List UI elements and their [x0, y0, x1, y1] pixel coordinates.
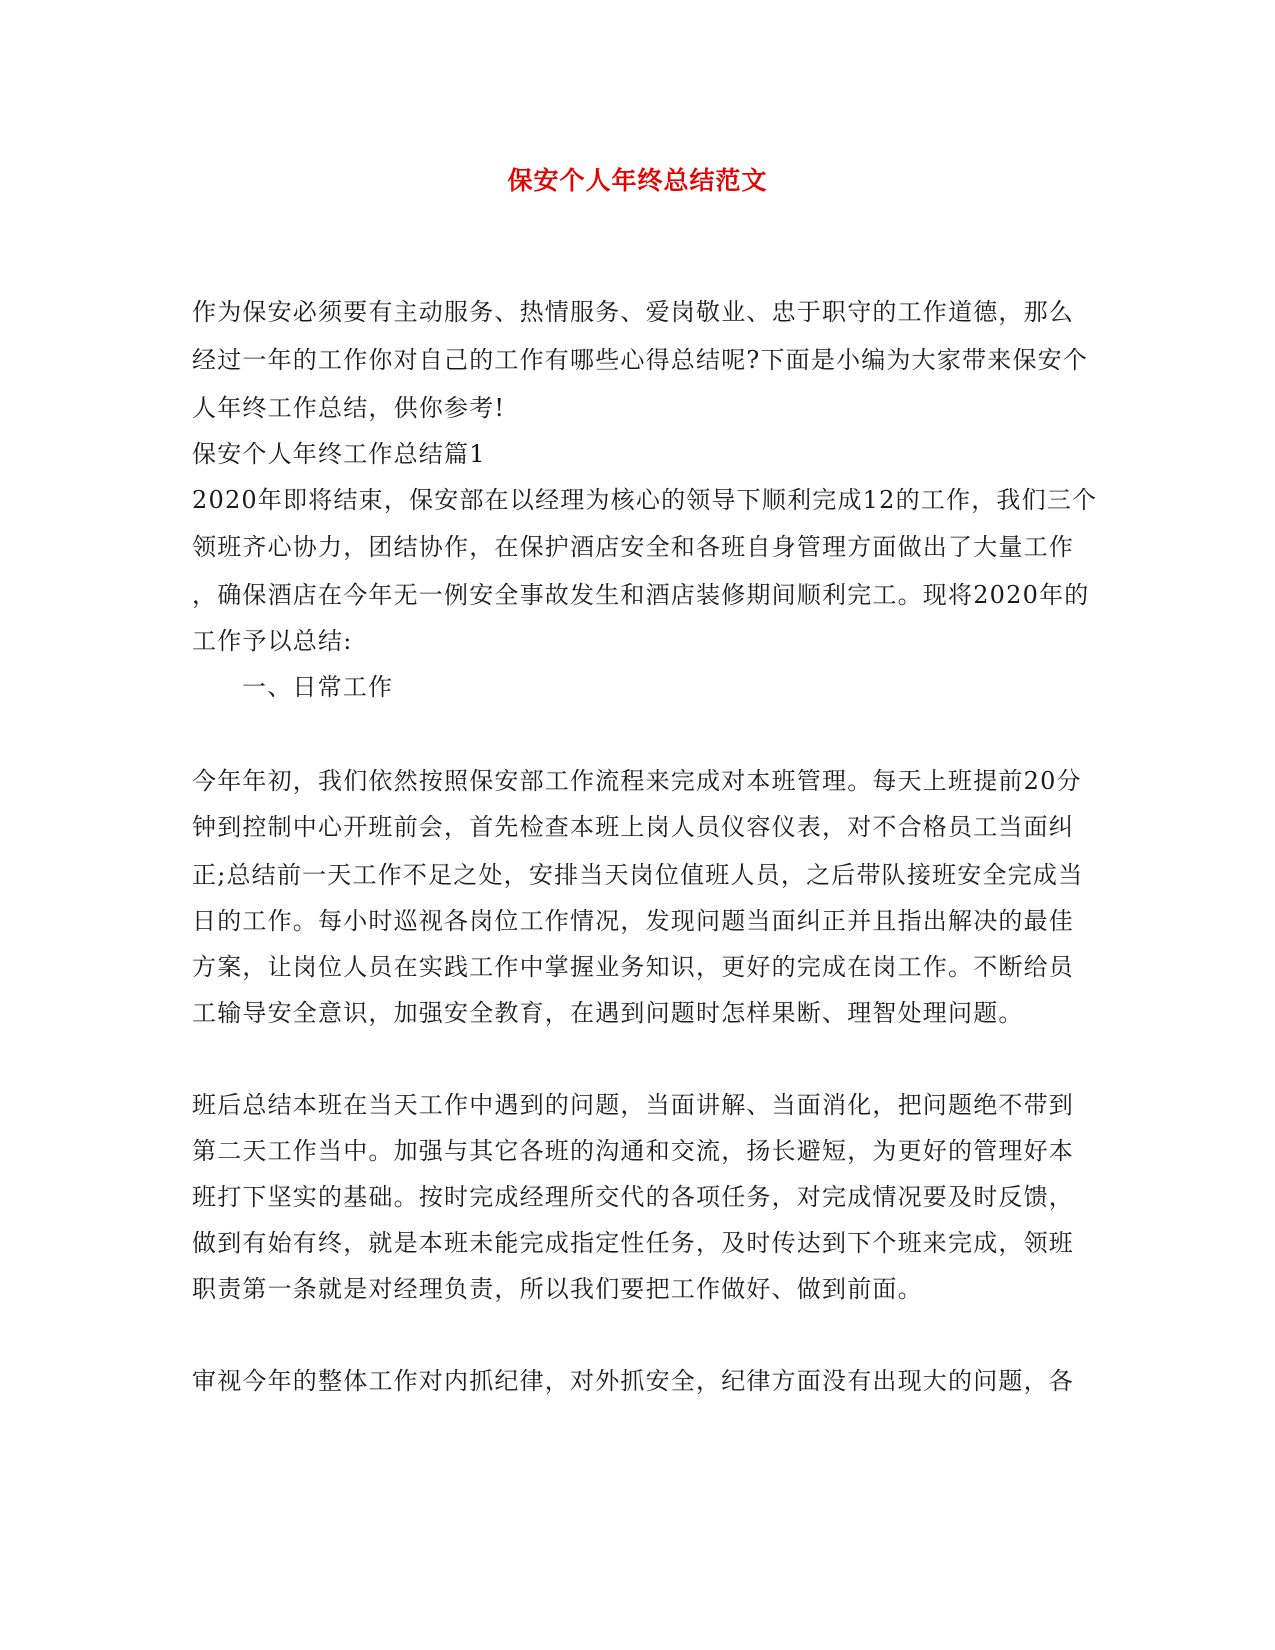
- document-title: 保安个人年终总结范文: [507, 166, 768, 195]
- subsection-heading: 一、日常工作: [242, 673, 394, 701]
- body-line: 经过一年的工作你对自己的工作有哪些心得总结呢?下面是小编为大家带来保安个: [192, 346, 1089, 374]
- section-heading: 保安个人年终工作总结篇1: [192, 440, 486, 468]
- body-line: 人年终工作总结，供你参考!: [192, 394, 506, 422]
- body-line: 第二天工作当中。加强与其它各班的沟通和交流，扬长避短，为更好的管理好本: [192, 1137, 1074, 1165]
- body-line: 今年年初，我们依然按照保安部工作流程来完成对本班管理。每天上班提前20分: [192, 767, 1082, 795]
- body-line: 工输导安全意识，加强安全教育，在遇到问题时怎样果断、理智处理问题。: [192, 999, 1024, 1027]
- body-line: 做到有始有终，就是本班未能完成指定性任务，及时传达到下个班来完成，领班: [192, 1229, 1074, 1257]
- body-line: 2020年即将结束，保安部在以经理为核心的领导下顺利完成12的工作，我们三个: [192, 486, 1098, 514]
- body-line: 职责第一条就是对经理负责，所以我们要把工作做好、做到前面。: [192, 1275, 923, 1303]
- body-line: 班打下坚实的基础。按时完成经理所交代的各项任务，对完成情况要及时反馈，: [192, 1183, 1074, 1211]
- body-line: 日的工作。每小时巡视各岗位工作情况，发现问题当面纠正并且指出解决的最佳: [192, 907, 1074, 935]
- body-line: 班后总结本班在当天工作中遇到的问题，当面讲解、当面消化，把问题绝不带到: [192, 1091, 1074, 1119]
- body-line: 钟到控制中心开班前会，首先检查本班上岗人员仪容仪表，对不合格员工当面纠: [192, 813, 1074, 841]
- body-line: 领班齐心协力，团结协作，在保护酒店安全和各班自身管理方面做出了大量工作: [192, 533, 1074, 561]
- body-line: 工作予以总结:: [192, 627, 353, 655]
- body-line: 审视今年的整体工作对内抓纪律，对外抓安全，纪律方面没有出现大的问题，各: [192, 1367, 1074, 1395]
- body-line: ，确保酒店在今年无一例安全事故发生和酒店装修期间顺利完工。现将2020年的: [192, 581, 1090, 609]
- body-line: 正;总结前一天工作不足之处，安排当天岗位值班人员，之后带队接班安全完成当: [192, 861, 1084, 889]
- body-line: 方案，让岗位人员在实践工作中掌握业务知识，更好的完成在岗工作。不断给员: [192, 953, 1074, 981]
- body-line: 作为保安必须要有主动服务、热情服务、爱岗敬业、忠于职守的工作道德，那么: [192, 298, 1074, 326]
